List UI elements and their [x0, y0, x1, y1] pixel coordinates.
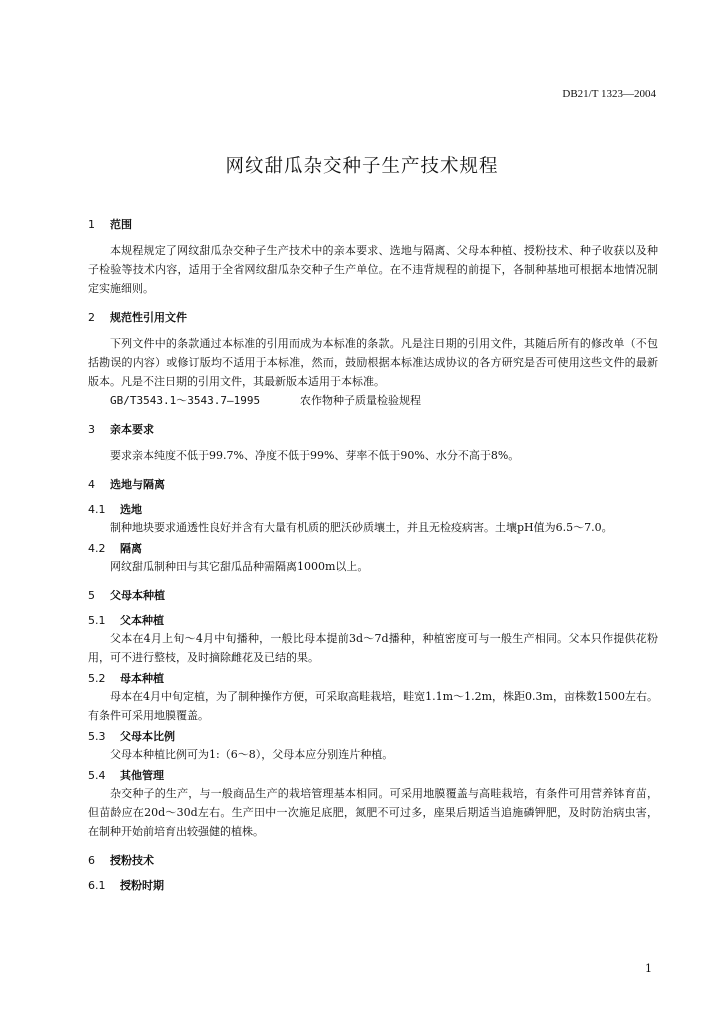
section-1-paragraph: 本规程规定了网纹甜瓜杂交种子生产技术中的亲本要求、选地与隔离、父母本种植、授粉技术、种子收获以及种子检验等技术内容，适用于全省网纹甜瓜杂交种子生产单位。在不违背规程的前提下，各制种基地可根据本地情况制定实施细则。 — [88, 244, 658, 295]
document-body — [88, 205, 658, 894]
subsection-heading-5-1: 5.1 父本种植 — [88, 614, 164, 627]
standard-code: DB21/T 1323—2004 — [562, 88, 656, 100]
section-heading-6: 6 授粉技术 — [88, 854, 154, 867]
section-3-paragraph: 要求亲本纯度不低于99.7%、净度不低于99%、芽率不低于90%、水分不高于8%。 — [110, 449, 520, 462]
section-heading-4: 4 选地与隔离 — [88, 478, 165, 491]
section-heading-2: 2 规范性引用文件 — [88, 311, 187, 324]
subsection-heading-6-1: 6.1 授粉时期 — [88, 879, 164, 892]
subsection-4-2-paragraph: 网纹甜瓜制种田与其它甜瓜品种需隔离1000m以上。 — [110, 560, 369, 573]
section-heading-1: 1 范围 — [88, 218, 132, 231]
document-title: 网纹甜瓜杂交种子生产技术规程 — [225, 156, 499, 177]
subsection-5-1-paragraph: 父本在4月上旬～4月中旬播种，一般比母本提前3d～7d播种，种植密度可与一般生产相同。父本只作提供花粉用，可不进行整枝，及时摘除雌花及已结的果。 — [88, 632, 658, 664]
reference-title: 农作物种子质量检验规程 — [300, 394, 421, 407]
section-2-paragraph: 下列文件中的条款通过本标准的引用而成为本标准的条款。凡是注日期的引用文件，其随后所有的修改单（不包括勘误的内容）或修订版均不适用于本标准，然而，鼓励根据本标准达成协议的各方研究是否可使用这些文件的最新版本。凡是不注日期的引用文件，其最新版本适用于本标准。 — [88, 337, 658, 388]
subsection-heading-5-4: 5.4 其他管理 — [88, 769, 164, 782]
section-heading-5: 5 父母本种植 — [88, 589, 165, 602]
subsection-5-3-paragraph: 父母本种植比例可为1:（6～8），父母本应分别连片种植。 — [110, 748, 394, 761]
subsection-heading-5-3: 5.3 父母本比例 — [88, 730, 175, 743]
reference-code: GB/T3543.1～3543.7—1995 — [110, 394, 261, 407]
subsection-heading-4-1: 4.1 选地 — [88, 503, 142, 516]
page-number: 1 — [645, 962, 652, 975]
subsection-5-4-paragraph: 杂交种子的生产，与一般商品生产的栽培管理基本相同。可采用地膜覆盖与高畦栽培，有条件可用营养钵育苗，但苗龄应在20d～30d左右。生产田中一次施足底肥，氮肥不可过多，座果后期适当追施磷钾肥，及时防治病虫害，在制种开始前培育出较强健的植株。 — [88, 787, 658, 838]
subsection-heading-4-2: 4.2 隔离 — [88, 542, 142, 555]
normative-reference — [88, 391, 658, 410]
subsection-4-1-paragraph: 制种地块要求通透性良好并含有大量有机质的肥沃砂质壤土，并且无检疫病害。土壤pH值为6.5～7.0。 — [110, 521, 613, 534]
section-heading-3: 3 亲本要求 — [88, 423, 154, 436]
subsection-5-2-paragraph: 母本在4月中旬定植，为了制种操作方便，可采取高畦栽培，畦宽1.1m～1.2m，株距0.3m，亩株数1500左右。有条件可采用地膜覆盖。 — [88, 690, 658, 722]
subsection-heading-5-2: 5.2 母本种植 — [88, 672, 164, 685]
